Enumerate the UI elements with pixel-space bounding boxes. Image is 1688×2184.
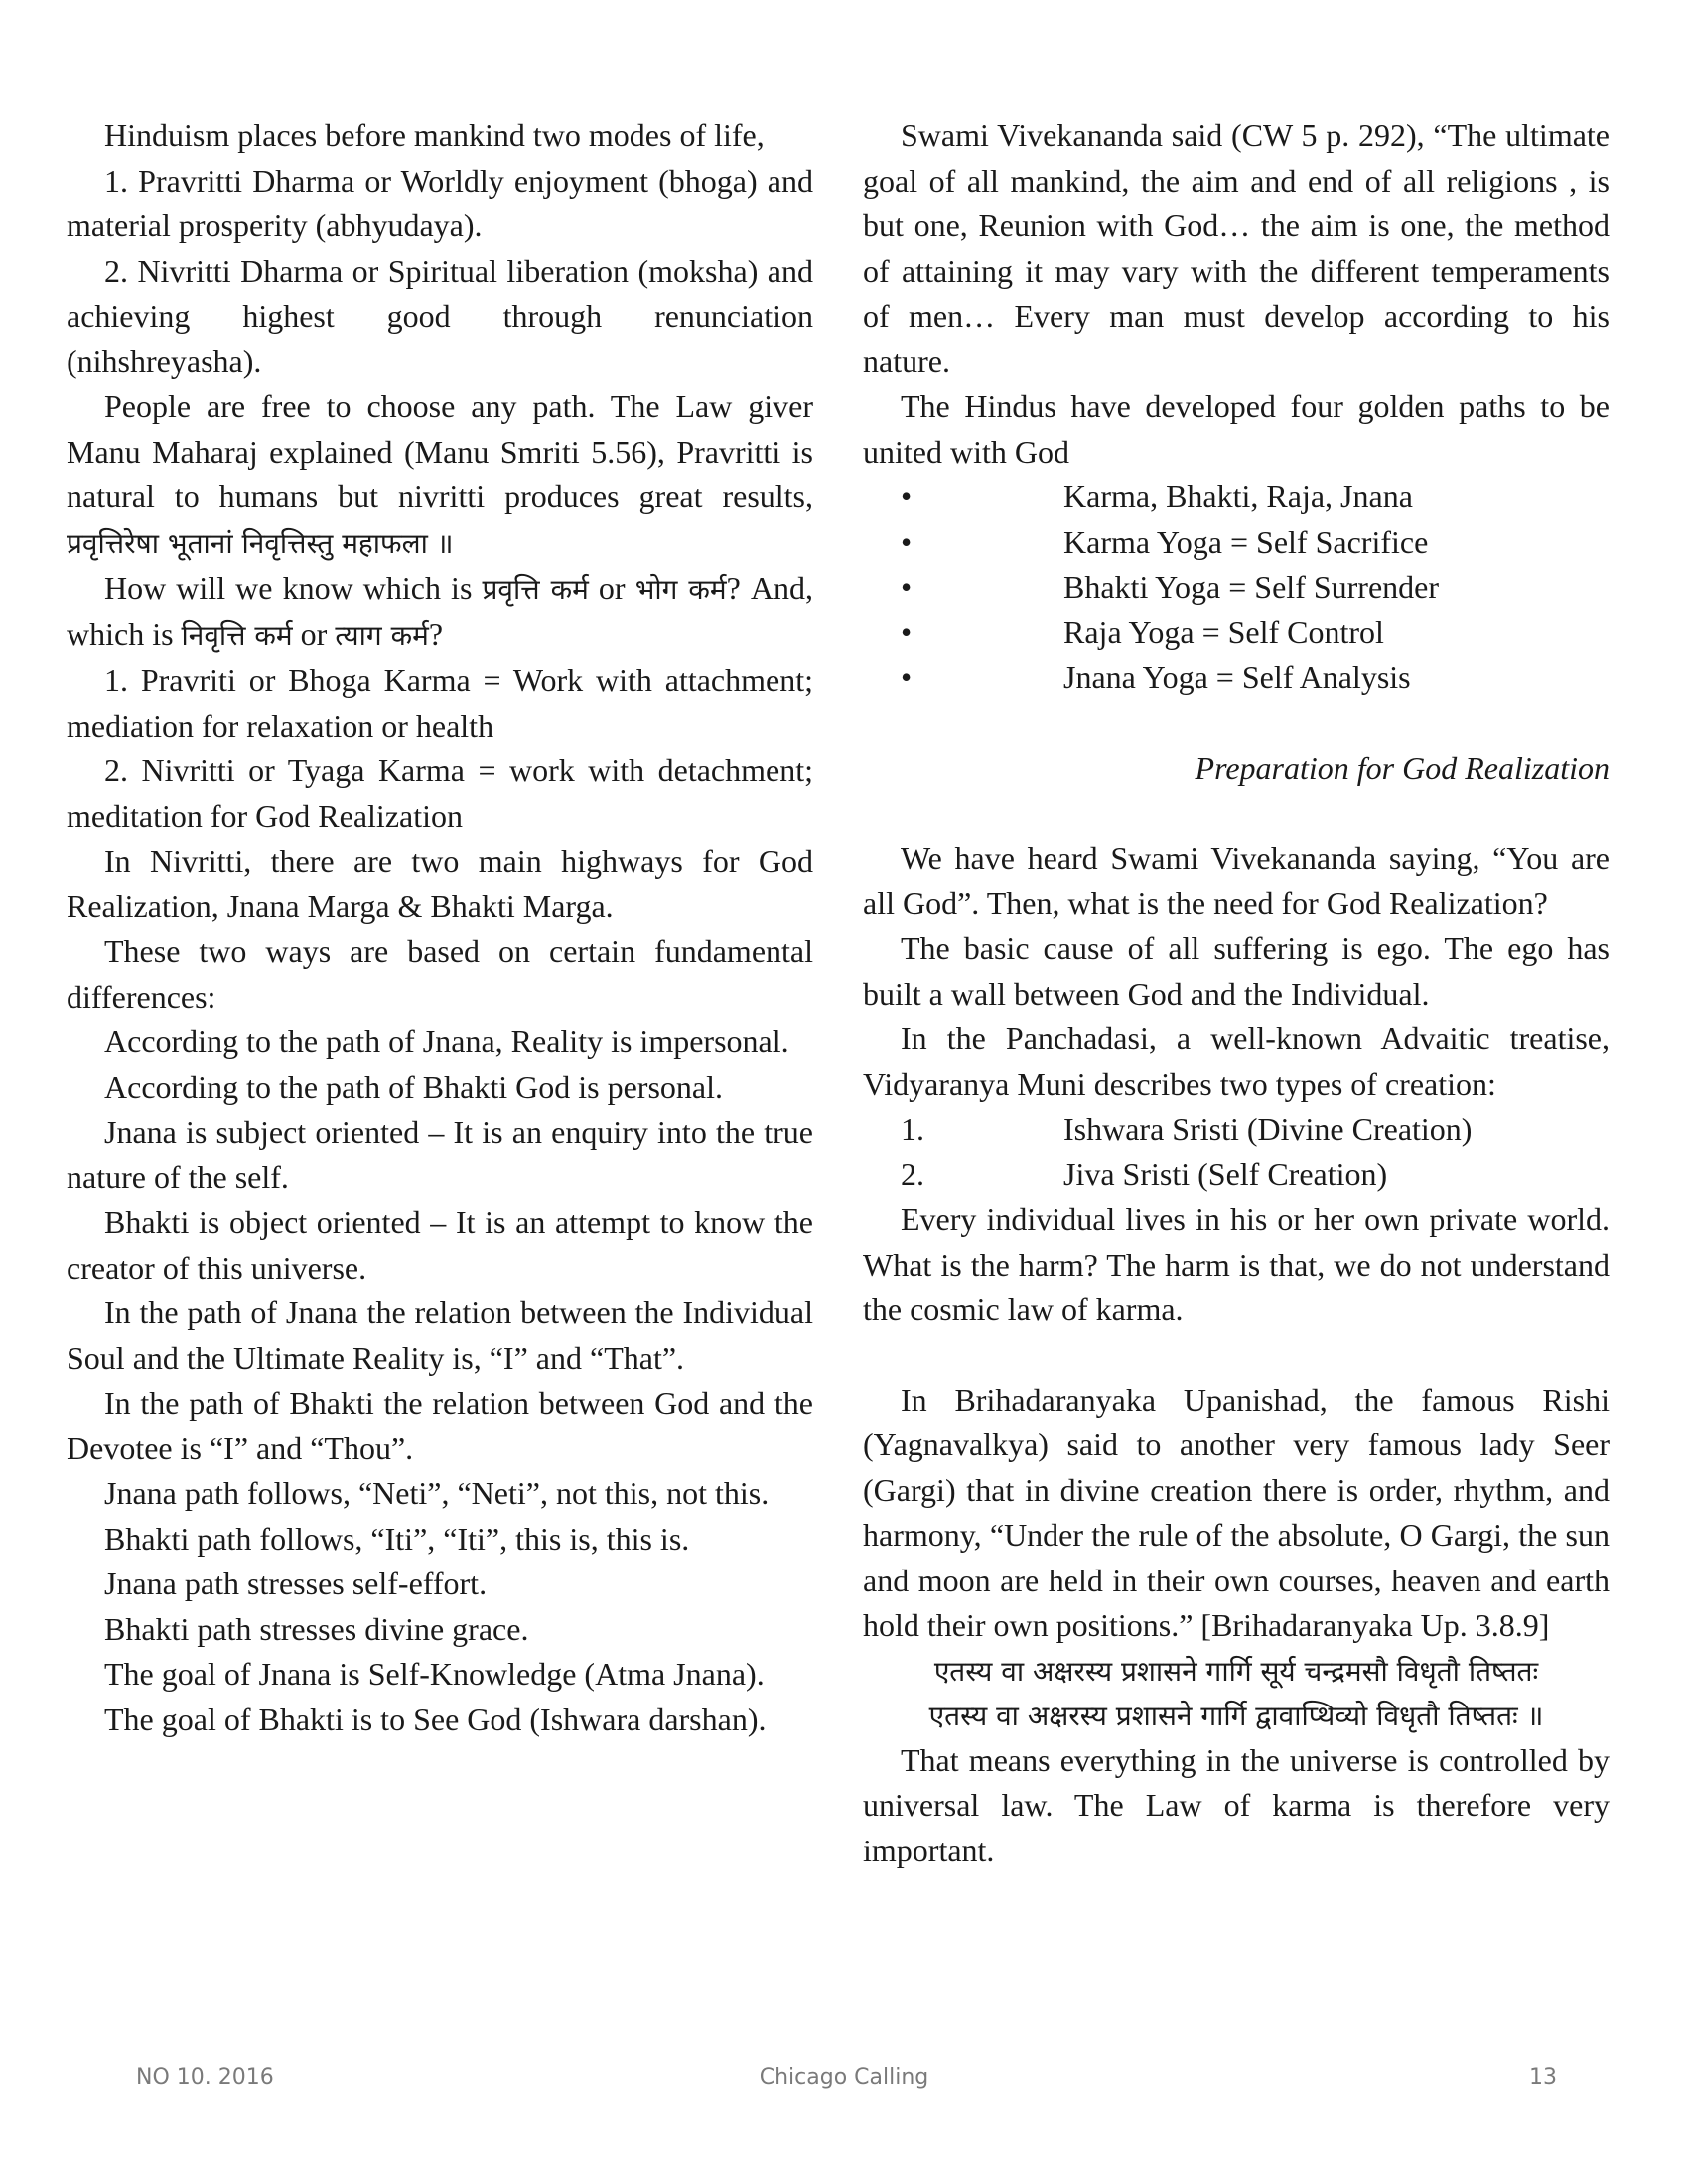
left-column — [67, 113, 813, 1742]
sanskrit-term: त्याग कर्म — [335, 618, 429, 652]
paragraph: The Hindus have developed four golden paths to be united with God — [863, 388, 1610, 470]
paragraph: According to the path of Jnana, Reality is impersonal. — [104, 1024, 789, 1059]
list-item — [901, 1153, 1610, 1198]
spacer — [863, 1333, 1610, 1378]
list-item-text: Jiva Sristi (Self Creation) — [1063, 1156, 1388, 1192]
paragraph: We have heard Swami Vivekananda saying, “You are all God”. Then, what is the need for God Realization? — [863, 840, 1610, 921]
bullet-marker: • — [901, 659, 913, 695]
list-number: 1. — [901, 1111, 924, 1147]
paragraph: 1. Pravritti Dharma or Worldly enjoyment (bhoga) and material prosperity (abhyudaya). — [67, 162, 813, 243]
list-item — [901, 475, 1610, 520]
paragraph: The goal of Bhakti is to See God (Ishwara darshan). — [104, 1701, 767, 1737]
paragraph: In the Panchadasi, a well-known Advaitic treatise, Vidyaranya Muni describes two types of creation: — [863, 1021, 1610, 1102]
list-item — [901, 565, 1610, 611]
list-item-text: Karma, Bhakti, Raja, Jnana — [1063, 478, 1413, 514]
bullet-marker: • — [901, 569, 913, 605]
list-item — [901, 520, 1610, 566]
paragraph: Bhakti path stresses divine grace. — [104, 1610, 529, 1647]
paragraph: Bhakti is object oriented – It is an attempt to know the creator of this universe. — [67, 1204, 813, 1286]
list-item — [901, 1107, 1610, 1153]
list-number: 2. — [901, 1156, 924, 1192]
list-item-text: Ishwara Sristi (Divine Creation) — [1063, 1111, 1473, 1147]
paragraph: Bhakti path follows, “Iti”, “Iti”, this is, this is. — [104, 1520, 690, 1557]
paragraph: The basic cause of all suffering is ego. The ego has built a wall between God and the Individual. — [863, 930, 1610, 1012]
paragraph: According to the path of Bhakti God is personal. — [104, 1068, 723, 1105]
sanskrit-term: भोग कर्म — [634, 573, 727, 606]
spacer — [863, 791, 1610, 836]
sanskrit-term: निवृत्ति कर्म — [181, 618, 293, 652]
page-footer — [0, 2065, 1688, 2105]
section-heading: Preparation for God Realization — [1195, 750, 1610, 786]
paragraph: In Nivritti, there are two main highways for God Realization, Jnana Marga & Bhakti Marga. — [67, 843, 813, 924]
bullet-marker: • — [901, 478, 913, 514]
paragraph-text: ? And, which is — [67, 570, 814, 652]
list-item — [901, 611, 1610, 656]
sanskrit-verse: प्रवृत्तिरेषा भूतानां निवृत्तिस्तु महाफला ॥ — [67, 526, 454, 560]
paragraph — [67, 384, 813, 566]
list-item-text: Raja Yoga = Self Control — [1063, 614, 1384, 650]
sanskrit-verse-line: एतस्य वा अक्षरस्य प्रशासने गार्गि सूर्य चन्द्रमसौ विधृतौ तिष्ततः — [933, 1654, 1539, 1688]
paragraph: These two ways are based on certain fundamental differences: — [67, 933, 813, 1015]
paragraph-text: How will we know which is — [104, 570, 483, 606]
list-item-text: Bhakti Yoga = Self Surrender — [1063, 569, 1440, 605]
publication-name: Chicago Calling — [759, 2065, 929, 2090]
right-column — [863, 113, 1610, 1873]
list-item-text: Karma Yoga = Self Sacrifice — [1063, 523, 1429, 560]
sanskrit-term: प्रवृत्ति कर्म — [482, 573, 589, 606]
paragraph-text: or — [292, 615, 336, 652]
page-number: 13 — [1529, 2065, 1557, 2090]
paragraph: 2. Nivritti or Tyaga Karma = work with detachment; meditation for God Realization — [67, 752, 813, 834]
paragraph: Swami Vivekananda said (CW 5 p. 292), “The ultimate goal of all mankind, the aim and end of all religions , is but one, Reunion with God… the aim is one, the method of attaining it may vary with the different temperaments of men… Every man must develop according to his nature. — [863, 117, 1610, 379]
paragraph-text: People are free to choose any path. The Law giver Manu Maharaj explained (Manu Smriti 5.56), Pravritti is natural to humans but nivritti produces great results, — [67, 388, 813, 514]
paragraph — [67, 566, 813, 658]
paragraph: In the path of Bhakti the relation between God and the Devotee is “I” and “Thou”. — [67, 1385, 813, 1466]
paragraph: In Brihadaranyaka Upanishad, the famous Rishi (Yagnavalkya) said to another very famous lady Seer (Gargi) that in divine creation there is order, rhythm, and harmony, “Under the rule of the absolute, O Gargi, the sun and moon are held in their own courses, heaven and earth hold their own positions.” [Brihadaranyaka Up. 3.8.9] — [863, 1381, 1610, 1643]
list-item-text: Jnana Yoga = Self Analysis — [1063, 659, 1411, 695]
paragraph-text: or — [588, 570, 635, 606]
paragraph: 2. Nivritti Dharma or Spiritual liberation (moksha) and achieving highest good through renunciation (nihshreyasha). — [67, 252, 813, 379]
paragraph: That means everything in the universe is controlled by universal law. The Law of karma is therefore very important. — [863, 1741, 1610, 1868]
paragraph: Hinduism places before mankind two modes of life, — [104, 117, 765, 153]
paragraph: Jnana path stresses self-effort. — [104, 1566, 488, 1601]
paragraph: In the path of Jnana the relation between the Individual Soul and the Ultimate Reality is, “I” and “That”. — [67, 1295, 813, 1376]
paragraph: 1. Pravriti or Bhoga Karma = Work with attachment; mediation for relaxation or health — [67, 662, 813, 744]
sanskrit-verse-line: एतस्य वा अक्षरस्य प्रशासने गार्गि द्वावाप्थिव्यो विधृतौ तिष्ततः ॥ — [928, 1699, 1544, 1732]
list-item — [901, 655, 1610, 701]
issue-label: NO 10. 2016 — [136, 2065, 274, 2090]
paragraph: Every individual lives in his or her own private world. What is the harm? The harm is that, we do not understand the cosmic law of karma. — [863, 1201, 1610, 1327]
paragraph: Jnana path follows, “Neti”, “Neti”, not this, not this. — [104, 1475, 770, 1511]
bullet-marker: • — [901, 523, 913, 560]
paragraph-text: ? — [428, 615, 444, 652]
paragraph: The goal of Jnana is Self-Knowledge (Atma Jnana). — [104, 1656, 765, 1692]
paragraph: Jnana is subject oriented – It is an enquiry into the true nature of the self. — [67, 1114, 813, 1195]
bullet-marker: • — [901, 614, 913, 650]
